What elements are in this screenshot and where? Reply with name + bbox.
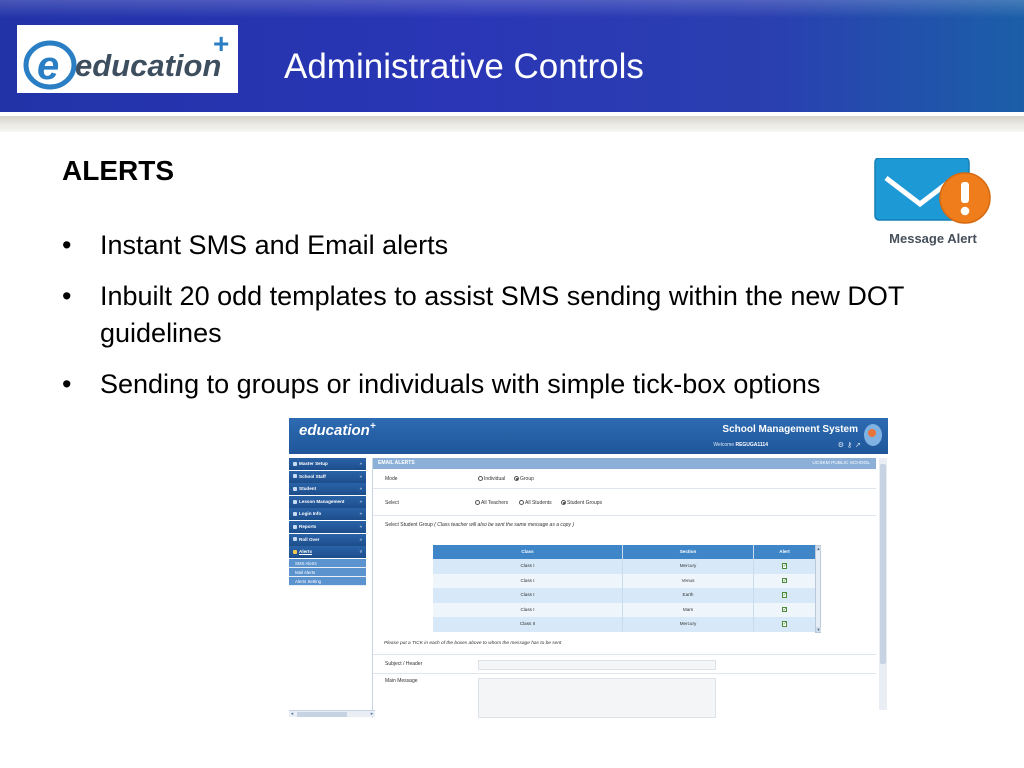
group-prompt-row <box>373 520 876 532</box>
select-row <box>373 490 876 516</box>
table-row <box>433 574 815 589</box>
chevron-right-icon: » <box>359 523 362 529</box>
chevron-right-icon: » <box>359 536 362 542</box>
scroll-thumb[interactable] <box>880 464 886 664</box>
logo-e-letter: e <box>37 44 60 88</box>
bullet-dot: • <box>62 230 72 260</box>
school-name: UCSKM PUBLIC SCHOOL <box>812 461 870 466</box>
table-row <box>433 617 815 632</box>
sidebar-subitem-mail-alerts[interactable]: Mail Alerts <box>289 568 366 577</box>
chevron-right-icon: » <box>359 461 362 466</box>
all-teachers-radio[interactable] <box>475 500 508 506</box>
section-cell: Mercury <box>623 617 754 632</box>
class-cell: Class II <box>433 617 623 632</box>
sidebar-subitem-sms-alerts[interactable]: SMS Alerts <box>289 559 366 568</box>
head-graphic-icon <box>862 421 884 451</box>
message-textarea[interactable] <box>478 678 716 718</box>
header-shadow-band <box>0 116 1024 132</box>
select-label: Select <box>385 500 399 506</box>
radio-label: All Students <box>525 500 552 506</box>
reports-icon <box>293 525 297 529</box>
lesson-icon <box>293 500 297 504</box>
envelope-icon <box>872 158 994 232</box>
login-icon <box>293 512 297 516</box>
education-logo <box>17 25 238 93</box>
radio-icon <box>561 500 566 505</box>
scroll-down-icon[interactable]: ▼ <box>816 627 821 632</box>
radio-label: All Teachers <box>481 500 509 506</box>
chevron-right-icon: » <box>359 511 362 517</box>
main-scrollbar[interactable] <box>879 458 887 710</box>
scroll-right-icon[interactable]: ▸ <box>370 711 374 717</box>
message-label: Main Message <box>385 678 418 684</box>
mode-label: Mode <box>385 476 398 482</box>
sidebar-item-label: Lesson Management <box>299 498 345 504</box>
sidebar-item-label: Roll Over <box>299 536 320 542</box>
radio-label: Group <box>520 476 534 482</box>
student-groups-radio[interactable] <box>561 500 602 506</box>
scroll-thumb[interactable] <box>297 712 347 717</box>
radio-icon <box>478 476 483 481</box>
sidebar-item-label: Alerts <box>299 549 313 555</box>
sidebar-item-label: Reports <box>299 523 317 529</box>
group-prompt-text: Select Student Group <box>385 522 433 528</box>
radio-icon <box>514 476 519 481</box>
staff-icon <box>293 474 297 478</box>
sidebar-item-reports[interactable] <box>289 521 366 533</box>
radio-icon <box>519 500 524 505</box>
logout-icon[interactable]: ➚ <box>855 442 864 449</box>
header-highlight <box>0 0 1024 18</box>
sidebar-item-label: Master Setup <box>299 461 328 466</box>
sidebar-item-label: Student <box>299 486 317 492</box>
bullet-dot: • <box>62 369 72 399</box>
slide-header <box>0 0 1024 112</box>
class-cell: Class I <box>433 588 623 603</box>
alert-cell <box>754 588 815 603</box>
logo-plus: + <box>213 28 230 59</box>
sidebar-item-school-staff[interactable] <box>289 471 366 483</box>
all-students-radio[interactable] <box>519 500 552 506</box>
class-cell: Class I <box>433 559 623 574</box>
logo-wordmark: education <box>75 48 222 83</box>
class-cell: Class I <box>433 574 623 589</box>
bullet-text: Sending to groups or individuals with simple tick-box options <box>100 369 821 399</box>
alert-checkbox[interactable]: ✓ <box>782 592 787 599</box>
alert-checkbox[interactable]: ✓ <box>782 577 787 584</box>
section-cell: Earth <box>623 588 754 603</box>
column-header-class: Class <box>433 545 623 559</box>
student-group-table <box>433 545 815 632</box>
mode-row <box>373 471 876 489</box>
scroll-left-icon[interactable]: ◂ <box>290 711 294 717</box>
setup-icon <box>293 462 297 466</box>
alert-checkbox[interactable]: ✓ <box>782 621 787 628</box>
app-header <box>289 418 888 454</box>
message-alert-graphic <box>872 158 994 250</box>
email-alerts-panel <box>372 458 875 718</box>
key-icon[interactable]: ⚷ <box>846 442 856 449</box>
class-cell: Class I <box>433 603 623 618</box>
section-cell: Mars <box>623 603 754 618</box>
sidebar-item-roll-over[interactable] <box>289 534 366 546</box>
mode-group-radio[interactable] <box>514 476 534 482</box>
tick-instruction: Please put a TICK in each of the boxes above to whom the message has to be sent <box>384 641 562 646</box>
group-prompt-note: ( Class teacher will also be sent the same message as a copy ) <box>434 522 574 528</box>
section-cell: Venus <box>623 574 754 589</box>
sidebar-subitem-alerts-setting[interactable]: Alerts Setting <box>289 577 366 586</box>
subject-input[interactable] <box>478 660 716 670</box>
system-name: School Management System <box>722 424 858 435</box>
welcome-user: REGUGA1114 <box>735 442 768 448</box>
section-cell: Mercury <box>623 559 754 574</box>
table-scrollbar[interactable] <box>815 545 821 633</box>
alert-cell <box>754 603 815 618</box>
alert-cell <box>754 617 815 632</box>
chevron-right-icon: » <box>359 498 362 504</box>
bell-icon <box>293 550 297 554</box>
app-screenshot <box>289 418 888 718</box>
message-alert-label: Message Alert <box>889 231 977 246</box>
slide-title: Administrative Controls <box>284 47 644 86</box>
radio-icon <box>475 500 480 505</box>
column-header-section: Section <box>623 545 754 559</box>
table-row <box>433 603 815 618</box>
app-logo-text: education <box>299 422 370 439</box>
app-logo <box>299 421 376 439</box>
app-logo-plus: + <box>369 421 376 432</box>
chevron-right-icon: » <box>359 473 362 479</box>
header-icon-group <box>838 441 864 449</box>
sidebar-item-label: School Staff <box>299 473 326 479</box>
gear-icon[interactable]: ⚙ <box>837 442 847 449</box>
subject-label: Subject / Header <box>385 661 423 667</box>
table-row <box>433 559 815 574</box>
radio-label: Individual <box>484 476 506 482</box>
app-sidebar <box>289 458 366 586</box>
alert-checkbox[interactable]: ✓ <box>782 563 787 570</box>
sidebar-hscrollbar[interactable] <box>289 710 375 717</box>
table-row <box>433 588 815 603</box>
education-logo-mark <box>17 25 238 93</box>
chevron-down-icon: ▿ <box>359 549 362 555</box>
alert-cell <box>754 574 815 589</box>
table-header-row <box>433 545 815 559</box>
sidebar-item-lesson-management[interactable] <box>289 496 366 508</box>
panel-title-bar <box>373 458 876 469</box>
chevron-right-icon: » <box>359 486 362 492</box>
alert-cell <box>754 559 815 574</box>
student-icon <box>293 487 297 491</box>
group-prompt <box>385 522 574 528</box>
mode-individual-radio[interactable] <box>478 476 505 482</box>
rollover-icon <box>293 537 297 541</box>
bullet-text: Instant SMS and Email alerts <box>100 230 449 260</box>
sidebar-item-student[interactable] <box>289 483 366 495</box>
bullet-text: Inbuilt 20 odd templates to assist SMS sending within the new DOT guidelines <box>100 281 904 348</box>
welcome-prefix: Welcome <box>713 442 735 448</box>
bullet-dot: • <box>62 281 72 311</box>
panel-title: EMAIL ALERTS <box>378 460 415 466</box>
radio-label: Student Groups <box>567 500 603 506</box>
section-heading: ALERTS <box>62 155 174 186</box>
sidebar-item-label: Login Info <box>299 511 322 517</box>
sidebar-item-login-info[interactable] <box>289 508 366 520</box>
sidebar-item-master-setup[interactable] <box>289 458 366 470</box>
welcome-text <box>713 442 768 448</box>
scroll-up-icon[interactable]: ▲ <box>816 546 821 551</box>
alert-checkbox[interactable]: ✓ <box>782 606 787 613</box>
sidebar-item-alerts[interactable] <box>289 546 366 558</box>
column-header-alert: Alert <box>779 549 790 554</box>
